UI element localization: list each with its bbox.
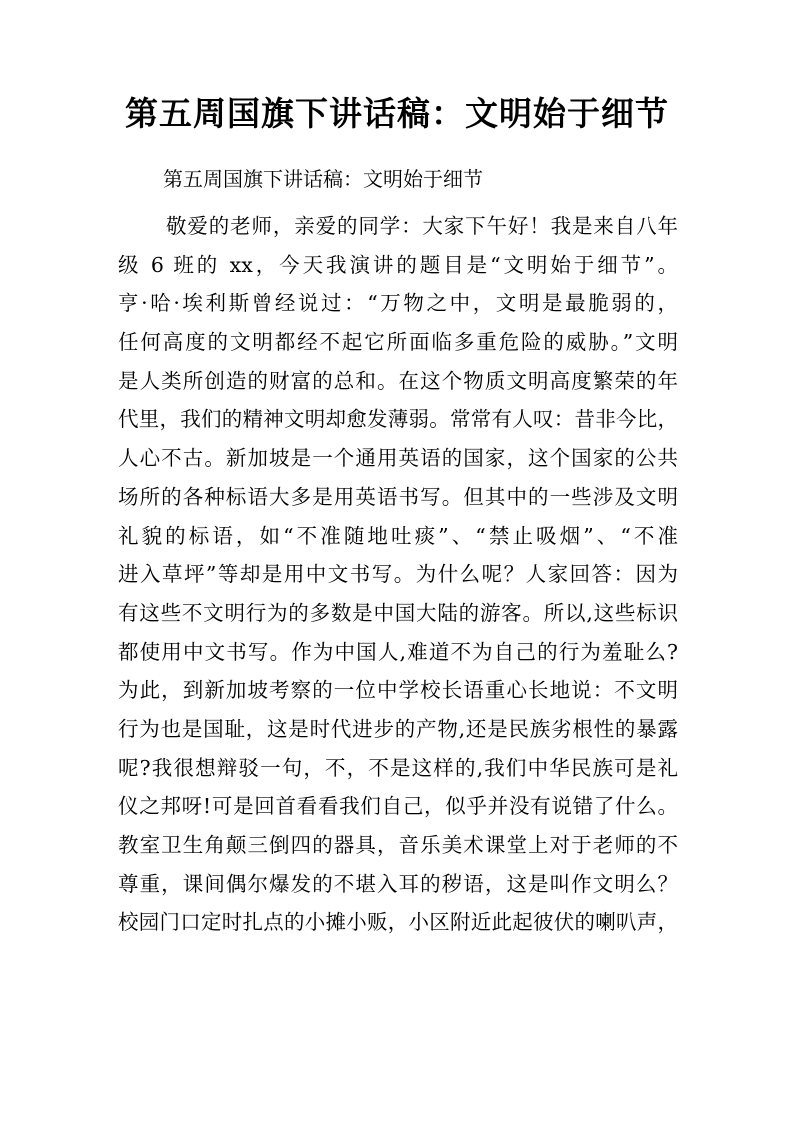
- paragraph-line: 礼貌的标语，如“不准随地吐痰”、“禁止吸烟”、“不准: [118, 523, 678, 548]
- paragraph-line: 任何高度的文明都经不起它所面临多重危险的威胁。”文明: [118, 330, 678, 355]
- paragraph-line: 级 6 班的 xx，今天我演讲的题目是“文明始于细节”。: [118, 252, 678, 277]
- paragraph-line: 都使用中文书写。作为中国人,难道不为自己的行为羞耻么?: [118, 639, 678, 664]
- paragraph-line: 进入草坪”等却是用中文书写。为什么呢？人家回答：因为: [118, 562, 678, 587]
- paragraph-line: 有这些不文明行为的多数是中国大陆的游客。所以,这些标识: [118, 600, 678, 625]
- paragraph-line: 场所的各种标语大多是用英语书写。但其中的一些涉及文明: [118, 484, 678, 509]
- document-title: 第五周国旗下讲话稿：文明始于细节: [125, 94, 669, 133]
- paragraph-line: 行为也是国耻，这是时代进步的产物,还是民族劣根性的暴露: [118, 716, 678, 741]
- paragraph-line: 敬爱的老师，亲爱的同学：大家下午好！我是来自八年: [166, 214, 678, 238]
- paragraph-line: 教室卫生角颠三倒四的器具，音乐美术课堂上对于老师的不: [118, 833, 678, 857]
- paragraph-line: 校园门口定时扎点的小摊小贩，小区附近此起彼伏的喇叭声，: [118, 910, 678, 935]
- paragraph-line: 人心不古。新加坡是一个通用英语的国家，这个国家的公共: [118, 446, 678, 471]
- paragraph-line: 代里，我们的精神文明却愈发薄弱。常常有人叹：昔非今比，: [118, 407, 678, 432]
- paragraph-line: 仪之邦呀!可是回首看看我们自己，似乎并没有说错了什么。: [118, 794, 678, 819]
- paragraph-line: 是人类所创造的财富的总和。在这个物质文明高度繁荣的年: [118, 368, 678, 393]
- paragraph-line: 为此，到新加坡考察的一位中学校长语重心长地说：不文明: [118, 678, 678, 703]
- speech-body: [118, 207, 678, 942]
- document-subtitle: 第五周国旗下讲话稿：文明始于细节: [163, 167, 483, 191]
- paragraph-line: 尊重，课间偶尔爆发的不堪入耳的秽语，这是叫作文明么？: [118, 871, 678, 896]
- paragraph-line: 亨·哈·埃利斯曾经说过：“万物之中，文明是最脆弱的，: [118, 291, 678, 316]
- paragraph-line: 呢?我很想辩驳一句，不，不是这样的,我们中华民族可是礼: [118, 755, 678, 780]
